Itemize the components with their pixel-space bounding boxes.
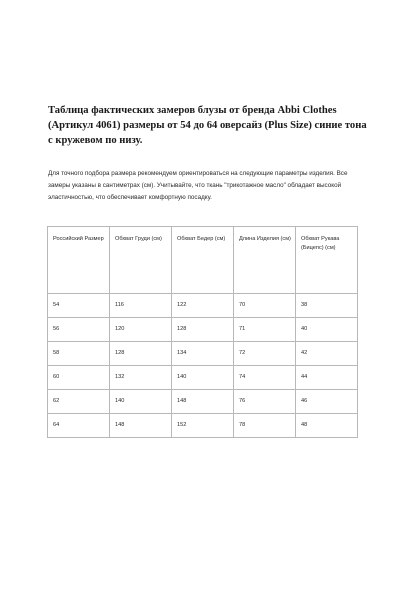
header-length: Длина Изделия (см) [234, 227, 296, 294]
table-row [48, 318, 358, 342]
cell-chest: 120 [110, 318, 172, 342]
table-row [48, 366, 358, 390]
cell-hips: 128 [172, 318, 234, 342]
cell-chest: 148 [110, 414, 172, 438]
cell-chest: 132 [110, 366, 172, 390]
cell-length: 71 [234, 318, 296, 342]
cell-ru-size: 58 [48, 342, 110, 366]
cell-hips: 140 [172, 366, 234, 390]
table-row [48, 294, 358, 318]
cell-chest: 116 [110, 294, 172, 318]
cell-sleeve: 38 [296, 294, 358, 318]
cell-sleeve: 44 [296, 366, 358, 390]
cell-hips: 134 [172, 342, 234, 366]
table-row [48, 414, 358, 438]
header-hips: Обхват Бедер (см) [172, 227, 234, 294]
size-table [47, 226, 358, 438]
cell-chest: 128 [110, 342, 172, 366]
cell-length: 78 [234, 414, 296, 438]
document-title: Таблица фактических замеров блузы от бренда Abbi Clothes (Артикул 4061) размеры от 54 до 64 оверсайз (Plus Size) синие тона с кружевом по низу. [48, 105, 367, 146]
intro-paragraph: Для точного подбора размера рекомендуем ориентироваться на следующие параметры изделия. Все замеры указаны в сантиметрах (см). Учитывайте, что ткань "трикотажное масло" обладает высокой эластичностью, что обеспечивает комфортную посадку. [48, 170, 348, 202]
header-chest: Обхват Груди (см) [110, 227, 172, 294]
cell-ru-size: 56 [48, 318, 110, 342]
cell-sleeve: 40 [296, 318, 358, 342]
cell-length: 70 [234, 294, 296, 318]
table-header-row [48, 227, 358, 294]
cell-sleeve: 42 [296, 342, 358, 366]
cell-hips: 152 [172, 414, 234, 438]
cell-hips: 148 [172, 390, 234, 414]
cell-ru-size: 62 [48, 390, 110, 414]
cell-length: 72 [234, 342, 296, 366]
cell-chest: 140 [110, 390, 172, 414]
cell-ru-size: 64 [48, 414, 110, 438]
cell-ru-size: 54 [48, 294, 110, 318]
table-row [48, 390, 358, 414]
header-ru-size: Российский Размер [48, 227, 110, 294]
cell-length: 76 [234, 390, 296, 414]
table-row [48, 342, 358, 366]
header-sleeve: Обхват Рукава (Бицепс) (см) [296, 227, 358, 294]
cell-sleeve: 46 [296, 390, 358, 414]
cell-hips: 122 [172, 294, 234, 318]
cell-ru-size: 60 [48, 366, 110, 390]
cell-sleeve: 48 [296, 414, 358, 438]
cell-length: 74 [234, 366, 296, 390]
